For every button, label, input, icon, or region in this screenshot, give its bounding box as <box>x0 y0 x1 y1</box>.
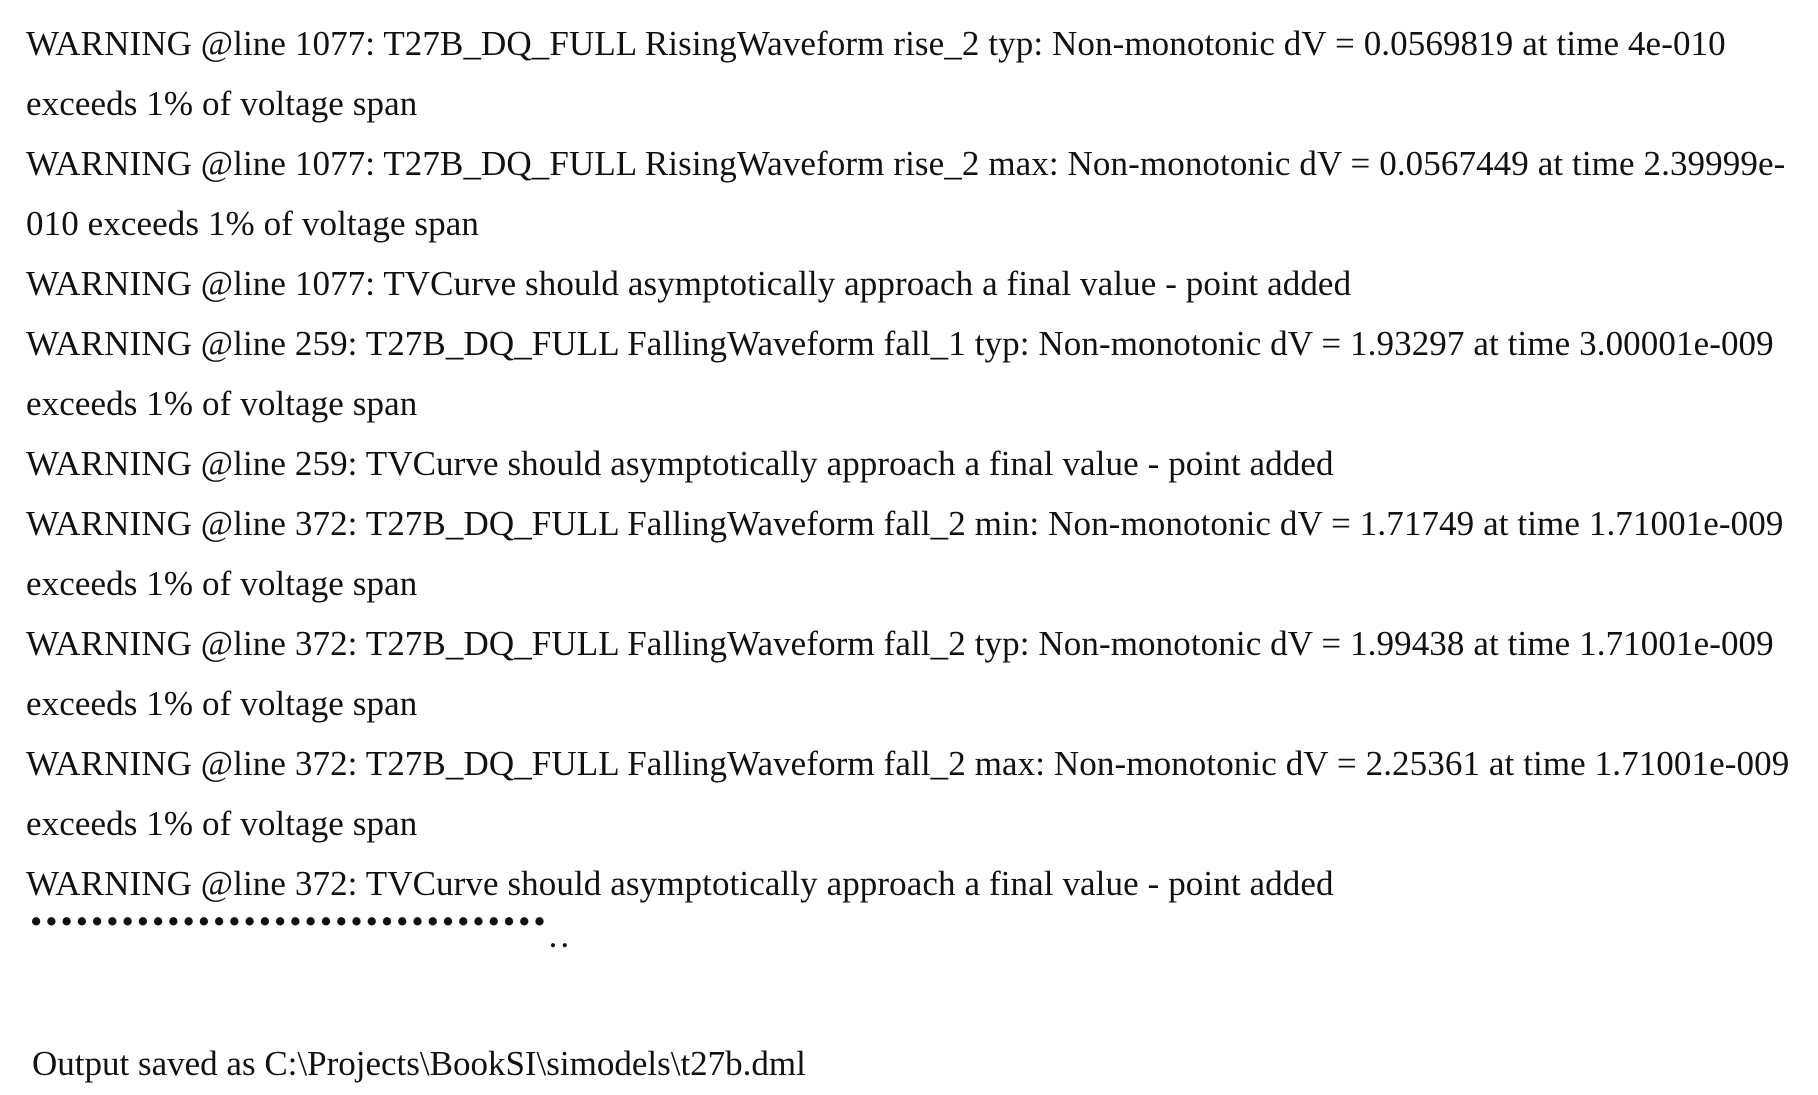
log-entry-warning-3: WARNING @line 1077: TVCurve should asymptotically approach a final value - point added <box>26 264 1352 303</box>
warning-log <box>26 14 1796 914</box>
log-entry-warning-5: WARNING @line 259: TVCurve should asymptotically approach a final value - point added <box>26 444 1334 483</box>
log-entry-warning-9: WARNING @line 372: TVCurve should asymptotically approach a final value - point added <box>26 864 1334 903</box>
log-entry-warning-6: WARNING @line 372: T27B_DQ_FULL FallingWaveform fall_2 min: Non-monotonic dV = 1.71749 at time 1.71001e-009 exceeds 1% of voltage span <box>26 504 1784 603</box>
ellipsis-continuation <box>30 902 573 955</box>
log-entry-warning-1: WARNING @line 1077: T27B_DQ_FULL RisingWaveform rise_2 typ: Non-monotonic dV = 0.0569819 at time 4e-010 exceeds 1% of voltage span <box>26 24 1726 123</box>
ellipsis-dots: •••••••••••••••••••••••••••••••••• <box>30 902 549 941</box>
log-entry-warning-2: WARNING @line 1077: T27B_DQ_FULL RisingWaveform rise_2 max: Non-monotonic dV = 0.0567449 at time 2.39999e-010 exceeds 1% of voltage span <box>26 144 1786 243</box>
log-entry-warning-8: WARNING @line 372: T27B_DQ_FULL FallingWaveform fall_2 max: Non-monotonic dV = 2.25361 at time 1.71001e-009 exceeds 1% of voltage span <box>26 744 1790 843</box>
log-entry-warning-7: WARNING @line 372: T27B_DQ_FULL FallingWaveform fall_2 typ: Non-monotonic dV = 1.99438 at time 1.71001e-009 exceeds 1% of voltage span <box>26 624 1774 723</box>
ellipsis-tail-dots: .. <box>548 916 573 955</box>
output-saved-message: Output saved as C:\Projects\BookSI\simodels\t27b.dml <box>32 1044 806 1083</box>
log-entry-warning-4: WARNING @line 259: T27B_DQ_FULL FallingWaveform fall_1 typ: Non-monotonic dV = 1.93297 at time 3.00001e-009 exceeds 1% of voltage span <box>26 324 1774 423</box>
